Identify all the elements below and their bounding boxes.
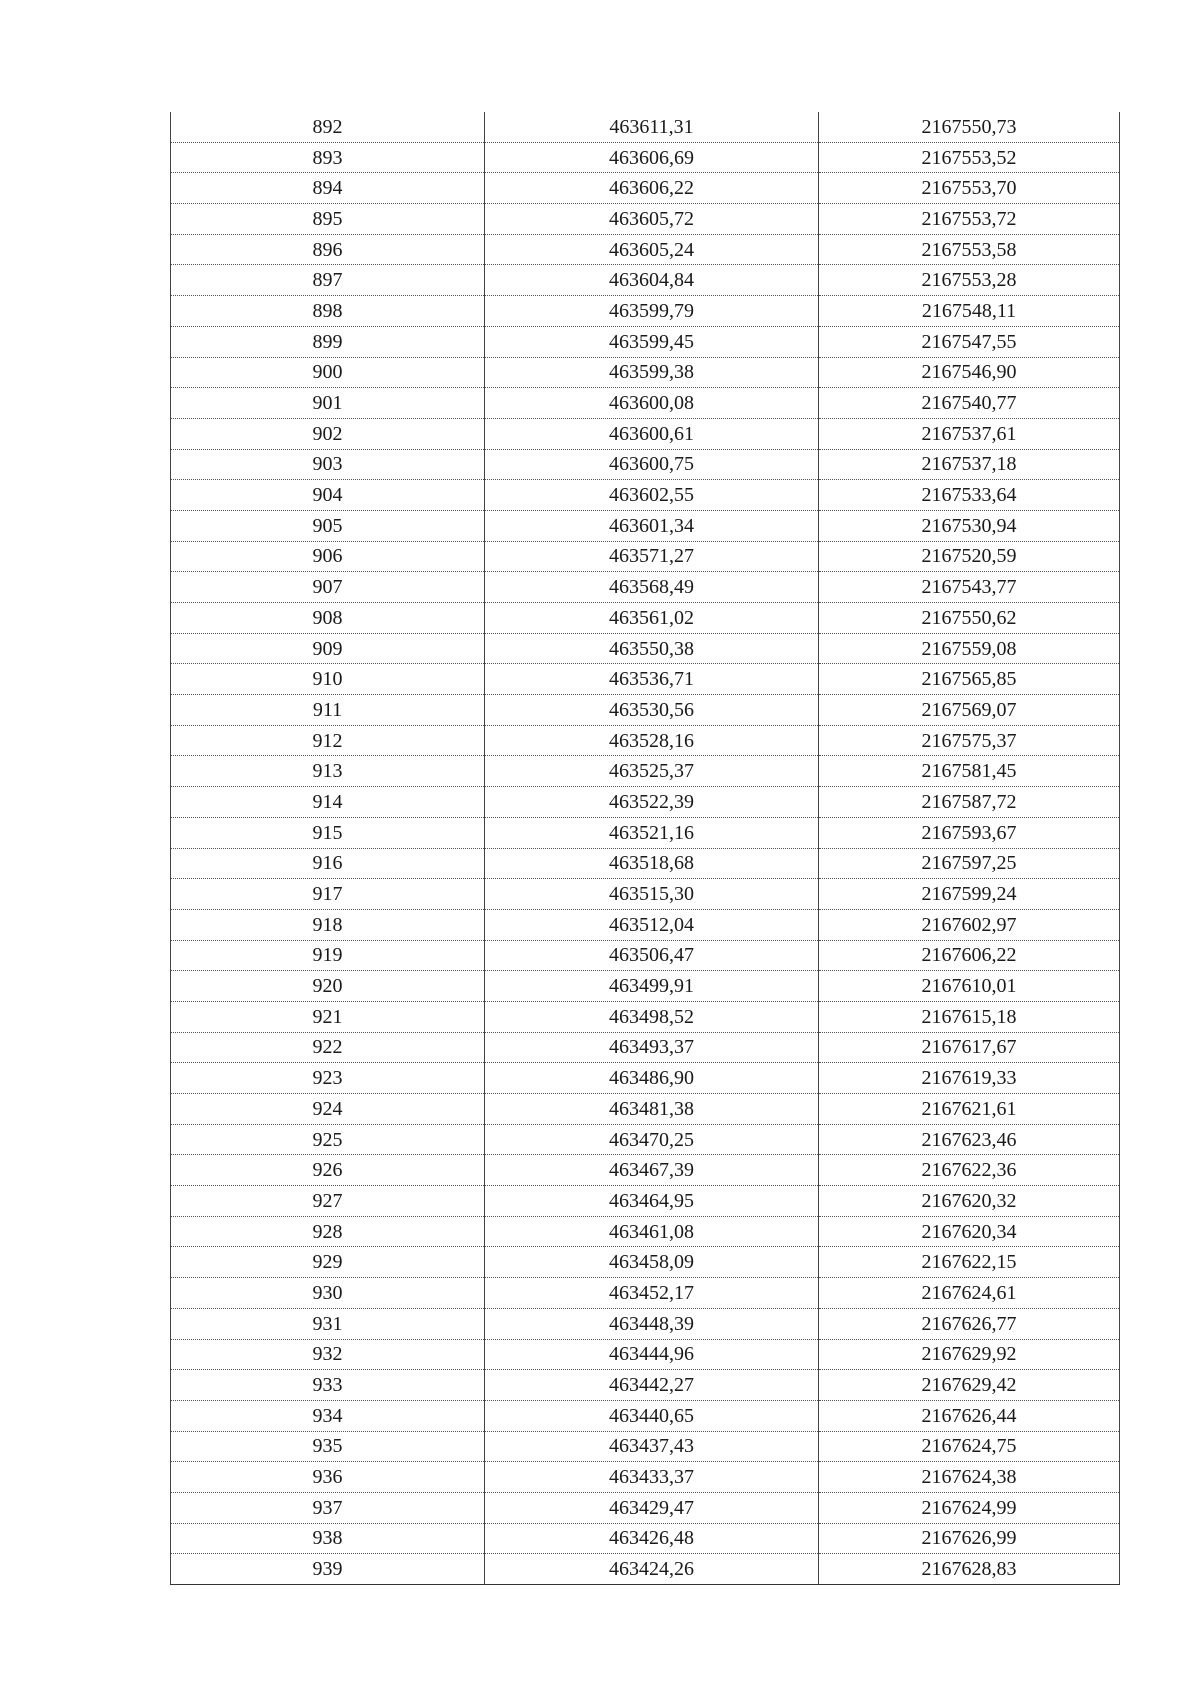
y-coordinate-cell: 2167553,58 xyxy=(819,234,1120,265)
y-coordinate-cell: 2167599,24 xyxy=(819,879,1120,910)
point-number-cell: 916 xyxy=(171,848,485,879)
point-number-cell: 917 xyxy=(171,879,485,910)
x-coordinate-cell: 463437,43 xyxy=(485,1431,819,1462)
point-number-cell: 915 xyxy=(171,817,485,848)
point-number-cell: 908 xyxy=(171,603,485,634)
point-number-cell: 900 xyxy=(171,357,485,388)
table-row xyxy=(171,1339,1120,1370)
x-coordinate-cell: 463426,48 xyxy=(485,1523,819,1554)
point-number-cell: 936 xyxy=(171,1462,485,1493)
y-coordinate-cell: 2167597,25 xyxy=(819,848,1120,879)
y-coordinate-cell: 2167626,44 xyxy=(819,1400,1120,1431)
y-coordinate-cell: 2167553,72 xyxy=(819,204,1120,235)
point-number-cell: 907 xyxy=(171,572,485,603)
table-row xyxy=(171,418,1120,449)
x-coordinate-cell: 463536,71 xyxy=(485,664,819,695)
x-coordinate-cell: 463550,38 xyxy=(485,633,819,664)
x-coordinate-cell: 463525,37 xyxy=(485,756,819,787)
x-coordinate-cell: 463467,39 xyxy=(485,1155,819,1186)
point-number-cell: 896 xyxy=(171,234,485,265)
table-row xyxy=(171,541,1120,572)
x-coordinate-cell: 463424,26 xyxy=(485,1554,819,1585)
point-number-cell: 913 xyxy=(171,756,485,787)
point-number-cell: 914 xyxy=(171,787,485,818)
x-coordinate-cell: 463481,38 xyxy=(485,1094,819,1125)
table-row xyxy=(171,1370,1120,1401)
table-row xyxy=(171,756,1120,787)
x-coordinate-cell: 463444,96 xyxy=(485,1339,819,1370)
point-number-cell: 927 xyxy=(171,1186,485,1217)
x-coordinate-cell: 463522,39 xyxy=(485,787,819,818)
y-coordinate-cell: 2167619,33 xyxy=(819,1063,1120,1094)
point-number-cell: 906 xyxy=(171,541,485,572)
y-coordinate-cell: 2167565,85 xyxy=(819,664,1120,695)
x-coordinate-cell: 463605,24 xyxy=(485,234,819,265)
y-coordinate-cell: 2167624,99 xyxy=(819,1492,1120,1523)
x-coordinate-cell: 463602,55 xyxy=(485,480,819,511)
x-coordinate-cell: 463452,17 xyxy=(485,1278,819,1309)
x-coordinate-cell: 463464,95 xyxy=(485,1186,819,1217)
y-coordinate-cell: 2167537,61 xyxy=(819,418,1120,449)
y-coordinate-cell: 2167622,36 xyxy=(819,1155,1120,1186)
point-number-cell: 933 xyxy=(171,1370,485,1401)
x-coordinate-cell: 463499,91 xyxy=(485,971,819,1002)
y-coordinate-cell: 2167553,70 xyxy=(819,173,1120,204)
y-coordinate-cell: 2167621,61 xyxy=(819,1094,1120,1125)
point-number-cell: 935 xyxy=(171,1431,485,1462)
y-coordinate-cell: 2167543,77 xyxy=(819,572,1120,603)
table-row xyxy=(171,1278,1120,1309)
table-row xyxy=(171,1492,1120,1523)
table-row xyxy=(171,1431,1120,1462)
point-number-cell: 931 xyxy=(171,1308,485,1339)
x-coordinate-cell: 463611,31 xyxy=(485,112,819,142)
point-number-cell: 932 xyxy=(171,1339,485,1370)
y-coordinate-cell: 2167620,32 xyxy=(819,1186,1120,1217)
x-coordinate-cell: 463429,47 xyxy=(485,1492,819,1523)
table-row xyxy=(171,1094,1120,1125)
x-coordinate-cell: 463442,27 xyxy=(485,1370,819,1401)
table-row xyxy=(171,909,1120,940)
point-number-cell: 892 xyxy=(171,112,485,142)
y-coordinate-cell: 2167602,97 xyxy=(819,909,1120,940)
coordinates-table xyxy=(170,112,1120,1585)
table-row xyxy=(171,1523,1120,1554)
y-coordinate-cell: 2167617,67 xyxy=(819,1032,1120,1063)
x-coordinate-cell: 463506,47 xyxy=(485,940,819,971)
y-coordinate-cell: 2167593,67 xyxy=(819,817,1120,848)
point-number-cell: 899 xyxy=(171,326,485,357)
table-row xyxy=(171,1554,1120,1585)
y-coordinate-cell: 2167624,38 xyxy=(819,1462,1120,1493)
table-row xyxy=(171,664,1120,695)
table-row xyxy=(171,1186,1120,1217)
point-number-cell: 910 xyxy=(171,664,485,695)
table-row xyxy=(171,449,1120,480)
table-row xyxy=(171,1155,1120,1186)
x-coordinate-cell: 463571,27 xyxy=(485,541,819,572)
table-row xyxy=(171,326,1120,357)
x-coordinate-cell: 463512,04 xyxy=(485,909,819,940)
point-number-cell: 923 xyxy=(171,1063,485,1094)
y-coordinate-cell: 2167537,18 xyxy=(819,449,1120,480)
y-coordinate-cell: 2167626,99 xyxy=(819,1523,1120,1554)
point-number-cell: 922 xyxy=(171,1032,485,1063)
y-coordinate-cell: 2167520,59 xyxy=(819,541,1120,572)
x-coordinate-cell: 463493,37 xyxy=(485,1032,819,1063)
point-number-cell: 895 xyxy=(171,204,485,235)
y-coordinate-cell: 2167610,01 xyxy=(819,971,1120,1002)
table-row xyxy=(171,633,1120,664)
table-row xyxy=(171,1247,1120,1278)
point-number-cell: 902 xyxy=(171,418,485,449)
x-coordinate-cell: 463518,68 xyxy=(485,848,819,879)
x-coordinate-cell: 463530,56 xyxy=(485,695,819,726)
point-number-cell: 894 xyxy=(171,173,485,204)
x-coordinate-cell: 463601,34 xyxy=(485,510,819,541)
point-number-cell: 904 xyxy=(171,480,485,511)
point-number-cell: 929 xyxy=(171,1247,485,1278)
point-number-cell: 898 xyxy=(171,296,485,327)
table-row xyxy=(171,142,1120,173)
y-coordinate-cell: 2167629,92 xyxy=(819,1339,1120,1370)
table-row xyxy=(171,173,1120,204)
table-row xyxy=(171,1400,1120,1431)
table-row xyxy=(171,817,1120,848)
table-row xyxy=(171,357,1120,388)
point-number-cell: 893 xyxy=(171,142,485,173)
y-coordinate-cell: 2167624,75 xyxy=(819,1431,1120,1462)
point-number-cell: 903 xyxy=(171,449,485,480)
table-row xyxy=(171,388,1120,419)
point-number-cell: 905 xyxy=(171,510,485,541)
table-row xyxy=(171,603,1120,634)
y-coordinate-cell: 2167629,42 xyxy=(819,1370,1120,1401)
y-coordinate-cell: 2167606,22 xyxy=(819,940,1120,971)
y-coordinate-cell: 2167559,08 xyxy=(819,633,1120,664)
x-coordinate-cell: 463600,61 xyxy=(485,418,819,449)
table-row xyxy=(171,204,1120,235)
y-coordinate-cell: 2167533,64 xyxy=(819,480,1120,511)
table-row xyxy=(171,971,1120,1002)
x-coordinate-cell: 463568,49 xyxy=(485,572,819,603)
table-row xyxy=(171,480,1120,511)
y-coordinate-cell: 2167540,77 xyxy=(819,388,1120,419)
x-coordinate-cell: 463599,38 xyxy=(485,357,819,388)
y-coordinate-cell: 2167615,18 xyxy=(819,1001,1120,1032)
point-number-cell: 926 xyxy=(171,1155,485,1186)
x-coordinate-cell: 463600,08 xyxy=(485,388,819,419)
x-coordinate-cell: 463470,25 xyxy=(485,1124,819,1155)
table-row xyxy=(171,725,1120,756)
point-number-cell: 897 xyxy=(171,265,485,296)
y-coordinate-cell: 2167620,34 xyxy=(819,1216,1120,1247)
x-coordinate-cell: 463458,09 xyxy=(485,1247,819,1278)
point-number-cell: 912 xyxy=(171,725,485,756)
x-coordinate-cell: 463528,16 xyxy=(485,725,819,756)
point-number-cell: 938 xyxy=(171,1523,485,1554)
table-row xyxy=(171,1032,1120,1063)
y-coordinate-cell: 2167624,61 xyxy=(819,1278,1120,1309)
table-row xyxy=(171,1001,1120,1032)
y-coordinate-cell: 2167622,15 xyxy=(819,1247,1120,1278)
point-number-cell: 919 xyxy=(171,940,485,971)
table-row xyxy=(171,296,1120,327)
x-coordinate-cell: 463515,30 xyxy=(485,879,819,910)
x-coordinate-cell: 463599,45 xyxy=(485,326,819,357)
table-row xyxy=(171,1063,1120,1094)
y-coordinate-cell: 2167550,62 xyxy=(819,603,1120,634)
y-coordinate-cell: 2167628,83 xyxy=(819,1554,1120,1585)
table-row xyxy=(171,1216,1120,1247)
x-coordinate-cell: 463521,16 xyxy=(485,817,819,848)
point-number-cell: 924 xyxy=(171,1094,485,1125)
point-number-cell: 911 xyxy=(171,695,485,726)
point-number-cell: 921 xyxy=(171,1001,485,1032)
point-number-cell: 909 xyxy=(171,633,485,664)
table-row xyxy=(171,1462,1120,1493)
table-row xyxy=(171,848,1120,879)
x-coordinate-cell: 463486,90 xyxy=(485,1063,819,1094)
table-row xyxy=(171,1124,1120,1155)
y-coordinate-cell: 2167569,07 xyxy=(819,695,1120,726)
x-coordinate-cell: 463433,37 xyxy=(485,1462,819,1493)
y-coordinate-cell: 2167623,46 xyxy=(819,1124,1120,1155)
x-coordinate-cell: 463606,69 xyxy=(485,142,819,173)
y-coordinate-cell: 2167575,37 xyxy=(819,725,1120,756)
x-coordinate-cell: 463448,39 xyxy=(485,1308,819,1339)
x-coordinate-cell: 463605,72 xyxy=(485,204,819,235)
point-number-cell: 939 xyxy=(171,1554,485,1585)
x-coordinate-cell: 463599,79 xyxy=(485,296,819,327)
y-coordinate-cell: 2167587,72 xyxy=(819,787,1120,818)
x-coordinate-cell: 463461,08 xyxy=(485,1216,819,1247)
x-coordinate-cell: 463604,84 xyxy=(485,265,819,296)
table-row xyxy=(171,572,1120,603)
x-coordinate-cell: 463498,52 xyxy=(485,1001,819,1032)
table-row xyxy=(171,265,1120,296)
x-coordinate-cell: 463606,22 xyxy=(485,173,819,204)
y-coordinate-cell: 2167546,90 xyxy=(819,357,1120,388)
table-row xyxy=(171,234,1120,265)
coordinates-table-body xyxy=(171,112,1120,1585)
table-row xyxy=(171,695,1120,726)
table-row xyxy=(171,940,1120,971)
table-row xyxy=(171,787,1120,818)
table-row xyxy=(171,1308,1120,1339)
point-number-cell: 901 xyxy=(171,388,485,419)
point-number-cell: 928 xyxy=(171,1216,485,1247)
y-coordinate-cell: 2167553,52 xyxy=(819,142,1120,173)
point-number-cell: 920 xyxy=(171,971,485,1002)
table-row xyxy=(171,879,1120,910)
y-coordinate-cell: 2167553,28 xyxy=(819,265,1120,296)
x-coordinate-cell: 463600,75 xyxy=(485,449,819,480)
y-coordinate-cell: 2167550,73 xyxy=(819,112,1120,142)
y-coordinate-cell: 2167581,45 xyxy=(819,756,1120,787)
y-coordinate-cell: 2167548,11 xyxy=(819,296,1120,327)
y-coordinate-cell: 2167530,94 xyxy=(819,510,1120,541)
table-row xyxy=(171,112,1120,142)
point-number-cell: 937 xyxy=(171,1492,485,1523)
x-coordinate-cell: 463440,65 xyxy=(485,1400,819,1431)
x-coordinate-cell: 463561,02 xyxy=(485,603,819,634)
point-number-cell: 925 xyxy=(171,1124,485,1155)
point-number-cell: 934 xyxy=(171,1400,485,1431)
point-number-cell: 930 xyxy=(171,1278,485,1309)
point-number-cell: 918 xyxy=(171,909,485,940)
table-row xyxy=(171,510,1120,541)
y-coordinate-cell: 2167626,77 xyxy=(819,1308,1120,1339)
y-coordinate-cell: 2167547,55 xyxy=(819,326,1120,357)
